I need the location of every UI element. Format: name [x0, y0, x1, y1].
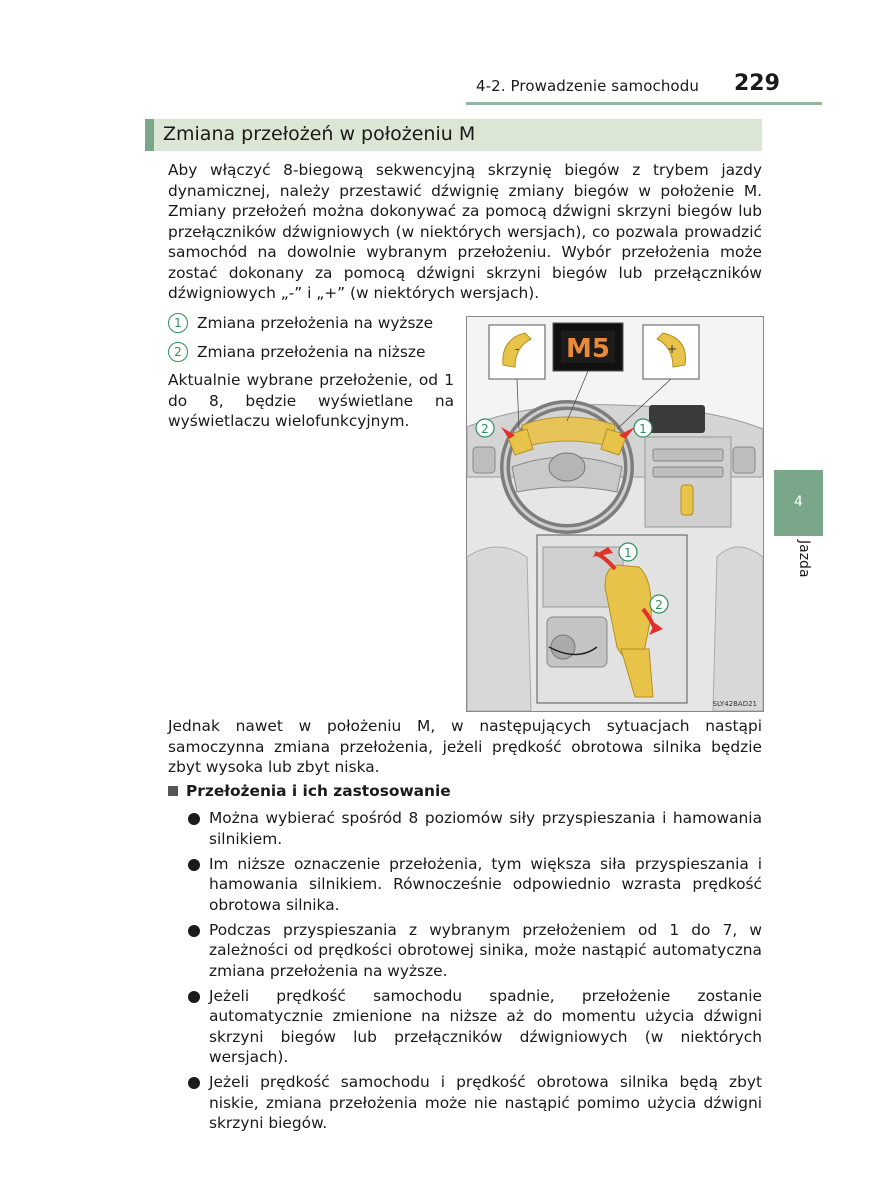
m5-display-label: M5	[566, 334, 610, 364]
section-title: Zmiana przełożeń w położeniu M	[163, 123, 476, 145]
left-vent	[473, 447, 495, 473]
bullet-list	[188, 808, 762, 1138]
section-bar-accent	[145, 119, 154, 151]
right-vent	[733, 447, 755, 473]
bullet-dot-icon	[188, 991, 200, 1003]
legend-text: Zmiana przełożenia na niższe	[197, 343, 426, 361]
bullet-dot-icon	[188, 925, 200, 937]
figure-code: SLY42BAD21	[712, 700, 757, 708]
legend-text: Zmiana przełożenia na wyższe	[197, 314, 434, 332]
legend-item-downshift	[168, 341, 425, 363]
list-item	[188, 808, 762, 849]
paddle-plus-label: +	[666, 342, 678, 356]
current-gear-paragraph: Aktualnie wybrane przełożenie, od 1 do 8, będzie wyświetlane na wyświetlaczu wielofunkcyjnym.	[168, 371, 454, 430]
callout-2-top-label: 2	[481, 422, 489, 436]
console-buttons-row	[653, 467, 723, 477]
list-item	[188, 986, 762, 1068]
callout-1-top-label: 1	[639, 422, 647, 436]
auto-shift-paragraph: Jednak nawet w położeniu M, w następujących sytuacjach nastąpi samoczynna zmiana przełożenia, jeżeli prędkość obrotowa silnika będzie zbyt wysoka lub zbyt niska.	[168, 717, 762, 776]
legend-number: 2	[168, 342, 188, 362]
bullet-text: Jeżeli prędkość samochodu spadnie, przełożenie zostanie automatycznie zmienione na niższe aż do momentu użycia dźwigni skrzyni biegów lub przełączników dźwigniowych (w niektórych wersjach).	[209, 986, 762, 1066]
inset-control-knob	[551, 635, 575, 659]
bullet-dot-icon	[188, 1077, 200, 1089]
list-item	[188, 1072, 762, 1134]
bullet-text: Im niższe oznaczenie przełożenia, tym większa siła przyspieszania i hamowania silnikiem. Równocześnie odpowiednio wzrasta prędkość obrotowa silnika.	[209, 854, 762, 914]
running-header-section: 4-2. Prowadzenie samochodu	[476, 77, 699, 95]
driver-seat	[467, 547, 531, 711]
shift-lever-small	[681, 485, 693, 515]
chapter-side-tab	[774, 470, 823, 536]
subheading-square-icon	[168, 786, 178, 796]
chapter-label-text: Jazda	[796, 540, 812, 578]
legend-item-upshift	[168, 312, 433, 334]
chapter-side-label	[768, 540, 828, 600]
list-item	[188, 920, 762, 982]
passenger-seat	[713, 547, 763, 711]
callout-2-lever-label: 2	[655, 598, 663, 612]
bullet-text: Można wybierać spośród 8 poziomów siły przyspieszania i hamowania silnikiem.	[209, 809, 762, 848]
legend-number: 1	[168, 313, 188, 333]
bullet-dot-icon	[188, 813, 200, 825]
header-rule	[466, 102, 822, 105]
bullet-text: Podczas przyspieszania z wybranym przełożeniem od 1 do 7, w zależności od prędkości obrotowej sinika, może nastąpić automatyczna zmiana przełożenia na wyższe.	[209, 920, 762, 980]
section-title-bar	[145, 119, 762, 151]
subheading	[168, 782, 451, 800]
list-item	[188, 854, 762, 916]
intro-paragraph: Aby włączyć 8-biegową sekwencyjną skrzynię biegów z trybem jazdy dynamicznej, należy przestawić dźwignię zmiany biegów w położenie M. Zmiany przełożeń można dokonywać za pomocą dźwigni skrzyni biegów lub przełączników dźwigniowych (w niektórych wersjach), co pozwala prowadzić samochód na dowolnie wybranym przełożeniu. Wybór przełożenia może zostać dokonany za pomocą dźwigni skrzyni biegów lub przełączników dźwigniowych „-” i „+” (w niektórych wersjach).	[168, 161, 762, 302]
subheading-text: Przełożenia i ich zastosowanie	[186, 782, 451, 800]
paddle-minus-label: -	[514, 342, 520, 356]
gear-shift-illustration	[466, 316, 764, 712]
center-screen	[649, 405, 705, 433]
steering-wheel-hub	[549, 453, 585, 481]
chapter-number: 4	[794, 494, 803, 510]
page-number: 229	[734, 71, 780, 96]
bullet-text: Jeżeli prędkość samochodu i prędkość obrotowa silnika będą zbyt niskie, zmiana przełożenia może nie nastąpić pomimo użycia dźwigni skrzyni biegów.	[209, 1073, 762, 1132]
illustration-svg	[467, 317, 763, 711]
console-controls-row	[653, 449, 723, 461]
bullet-dot-icon	[188, 859, 200, 871]
callout-1-lever-label: 1	[624, 546, 632, 560]
